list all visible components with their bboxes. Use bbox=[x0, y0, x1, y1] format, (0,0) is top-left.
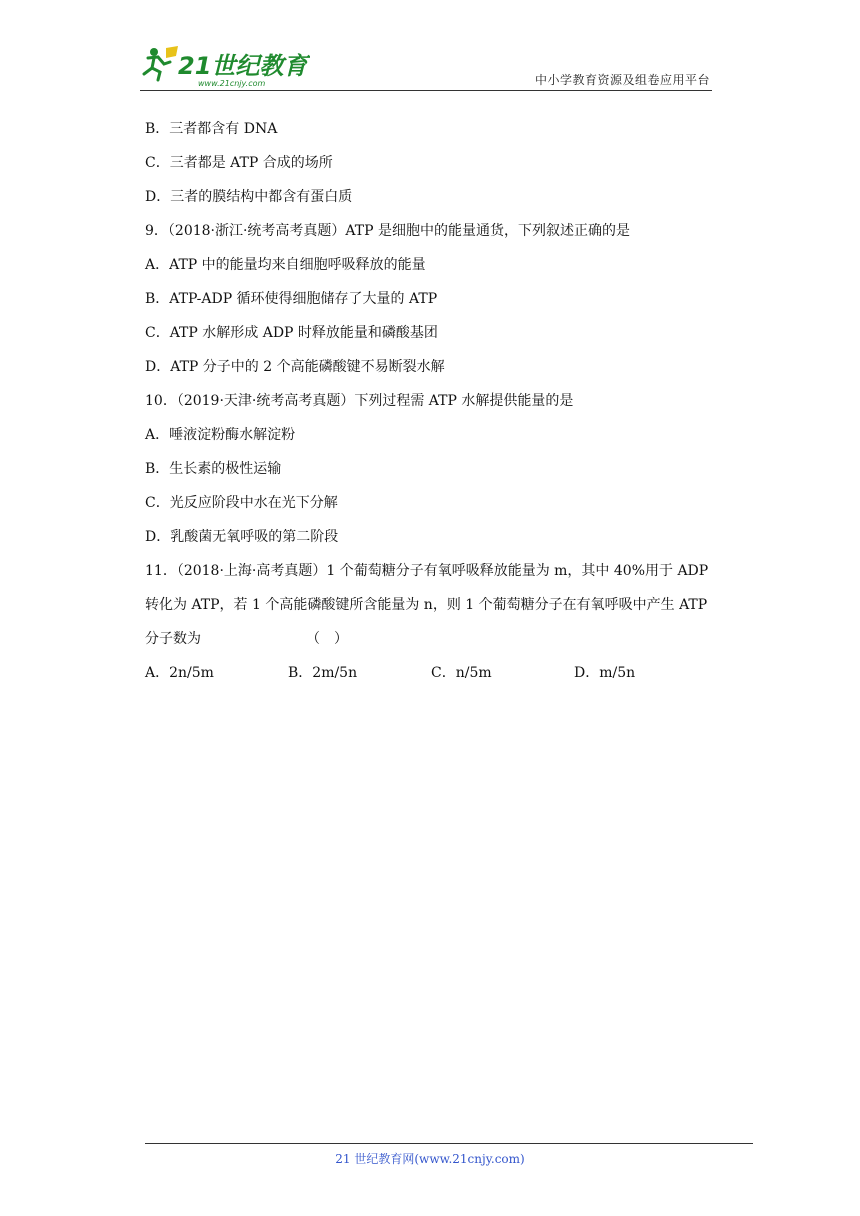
question-10-stem: 10．（2019·天津·统考高考真题）下列过程需 ATP 水解提供能量的是 bbox=[145, 393, 574, 409]
logo-url-text: www.21cnjy.com bbox=[198, 79, 266, 88]
platform-name: 中小学教育资源及组卷应用平台 bbox=[534, 73, 710, 87]
runner-logo-icon bbox=[140, 44, 310, 88]
text-line: C．光反应阶段中水在光下分解 bbox=[145, 495, 338, 511]
footer-divider bbox=[145, 1143, 753, 1144]
text-line: C．三者都是 ATP 合成的场所 bbox=[145, 155, 333, 171]
choice-a: A．2n/5m bbox=[145, 665, 214, 681]
text-line: A．ATP 中的能量均来自细胞呼吸释放的能量 bbox=[145, 257, 426, 273]
question-content bbox=[145, 112, 717, 690]
choice-b: B．2m/5n bbox=[288, 665, 358, 681]
footer-link[interactable]: 21 世纪教育网(www.21cnjy.com) bbox=[335, 1152, 525, 1166]
logo bbox=[140, 44, 310, 88]
text-line: C．ATP 水解形成 ADP 时释放能量和磷酸基团 bbox=[145, 325, 438, 341]
choice-c: C．n/5m bbox=[431, 665, 492, 681]
text-line: B．ATP-ADP 循环使得细胞储存了大量的 ATP bbox=[145, 291, 438, 307]
text-line: B．生长素的极性运输 bbox=[145, 461, 282, 477]
text-line: 分子数为 （ ） bbox=[145, 631, 348, 647]
choice-d: D．m/5n bbox=[574, 665, 636, 681]
question-9-stem: 9．（2018·浙江·统考高考真题）ATP 是细胞中的能量通货，下列叙述正确的是 bbox=[145, 223, 630, 239]
text-line: D．乳酸菌无氧呼吸的第二阶段 bbox=[145, 529, 339, 545]
question-11-choices bbox=[145, 656, 717, 690]
text-line: D．ATP 分子中的 2 个高能磷酸键不易断裂水解 bbox=[145, 359, 445, 375]
text-line: A．唾液淀粉酶水解淀粉 bbox=[145, 427, 296, 443]
text-line: B．三者都含有 DNA bbox=[145, 121, 278, 137]
question-11-stem: 11．（2018·上海·高考真题）1 个葡萄糖分子有氧呼吸释放能量为 m，其中 40%用于 ADP bbox=[145, 563, 709, 579]
text-line: D．三者的膜结构中都含有蛋白质 bbox=[145, 189, 353, 205]
text-line: 转化为 ATP，若 1 个高能磷酸键所含能量为 n，则 1 个葡萄糖分子在有氧呼吸中产生 ATP bbox=[145, 597, 708, 613]
logo-text: 21世纪教育 bbox=[178, 52, 308, 80]
page-header bbox=[140, 40, 712, 91]
